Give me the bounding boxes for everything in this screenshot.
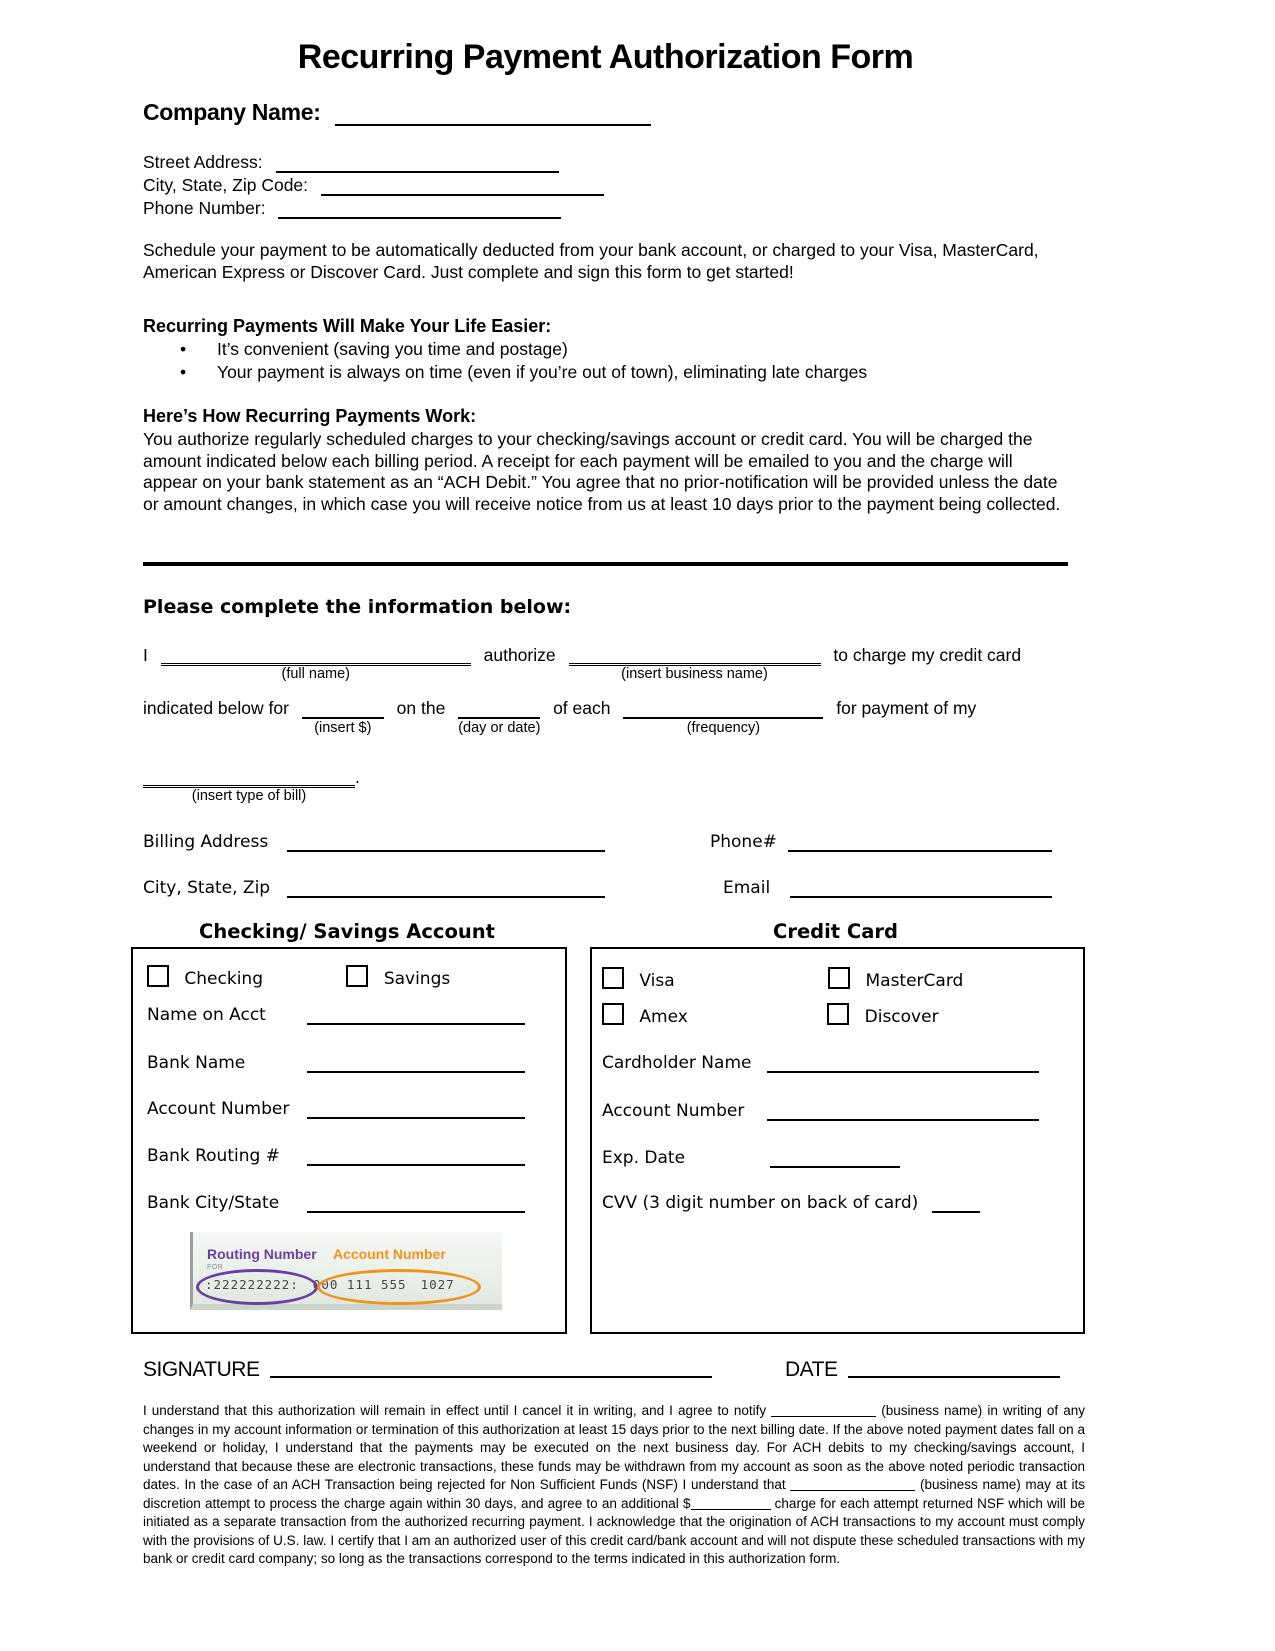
day-or-date-hint: (day or date): [458, 720, 541, 737]
discover-label: Discover: [864, 1007, 939, 1027]
signature-label: SIGNATURE: [143, 1358, 260, 1381]
name-on-acct-label: Name on Acct: [147, 1005, 266, 1025]
city-state-zip-label: City, State, Zip Code:: [143, 175, 309, 195]
bank-section-heading: Checking/ Savings Account: [199, 920, 495, 943]
bank-type-row: [147, 965, 450, 989]
city-state-zip-row: [143, 175, 604, 196]
bullet-icon: •: [180, 362, 187, 382]
amount-blank[interactable]: [302, 697, 384, 737]
exp-date-row: [602, 1148, 685, 1168]
benefit-text: Your payment is always on time (even if you’re out of town), eliminating late charges: [217, 362, 868, 382]
sentence-of-each: of each: [553, 698, 611, 719]
frequency-blank[interactable]: [623, 697, 823, 737]
fine-print-blank[interactable]: [790, 1478, 915, 1491]
bank-account-number-row: [147, 1099, 289, 1119]
cvv-label: CVV (3 digit number on back of card): [602, 1193, 919, 1213]
mastercard-label: MasterCard: [865, 971, 964, 991]
account-circle-annotation: [317, 1269, 481, 1305]
how-it-works-heading: Here’s How Recurring Payments Work:: [143, 406, 477, 426]
sentence-payment-of-my: for payment of my: [836, 698, 977, 719]
card-type-row-1: [602, 967, 963, 991]
bank-city-state-row: [147, 1193, 279, 1213]
street-address-blank[interactable]: [276, 154, 559, 174]
fine-print-paragraph: I understand that this authorization will remain in effect until I cancel it in writing, and I agree to notify (business name) in writing of any changes in my account information or termination of this authorization at least 15 days prior to the next billing date. If the above noted payment dates fall on a weekend or holiday, I understand that the payments may be executed on the next business day. For ACH debits to my checking/savings account, I understand that because these are electronic transactions, these funds may be withdrawn from my account as soon as the above noted periodic transaction dates. In the case of an ACH Transaction being rejected for Non Sufficient Funds (NSF) I understand that (business name) may at its discretion attempt to process the charge again within 30 days, and agree to an additional $ charge for each attempt returned NSF which will be initiated as a separate transaction from the authorized recurring payment. I acknowledge that the origination of ACH transactions to my account must comply with the provisions of U.S. law. I certify that I am an authorized user of this credit card/bank account and will not dispute these scheduled transactions with my bank or credit card company; so long as the transactions correspond to the terms indicated in this authorization form.: [143, 1403, 1086, 1566]
bank-name-label: Bank Name: [147, 1053, 246, 1073]
bank-name-row: [147, 1053, 245, 1073]
sentence-i: I: [143, 645, 148, 666]
savings-label: Savings: [383, 969, 451, 989]
billing-address-blank[interactable]: [287, 834, 605, 852]
visa-checkbox[interactable]: [602, 967, 624, 989]
savings-checkbox[interactable]: [346, 965, 368, 987]
check-routing-label: Routing Number: [207, 1246, 317, 1262]
billing-phone-label: Phone#: [710, 832, 777, 852]
benefits-list: [178, 338, 1068, 384]
check-sample-image: [190, 1232, 502, 1310]
cvv-blank[interactable]: [932, 1194, 980, 1213]
list-item: [178, 361, 1068, 384]
amount-hint: (insert $): [314, 720, 372, 737]
phone-number-label: Phone Number:: [143, 198, 266, 218]
bank-routing-row: [147, 1146, 280, 1166]
type-of-bill-hint: (insert type of bill): [191, 788, 307, 805]
bank-city-state-label: Bank City/State: [147, 1193, 280, 1213]
name-on-acct-row: [147, 1005, 266, 1025]
company-name-label: Company Name:: [143, 99, 321, 125]
billing-email-label: Email: [723, 878, 771, 898]
routing-circle-annotation: [196, 1269, 318, 1305]
fine-print-blank[interactable]: [691, 1497, 771, 1510]
amex-label: Amex: [639, 1007, 688, 1027]
credit-card-box: [590, 947, 1085, 1334]
name-on-acct-blank[interactable]: [307, 1007, 525, 1025]
discover-checkbox[interactable]: [827, 1003, 849, 1025]
bank-account-box: [131, 947, 567, 1334]
card-account-number-blank[interactable]: [767, 1103, 1039, 1121]
day-or-date-blank[interactable]: [458, 697, 541, 737]
full-name-hint: (full name): [281, 666, 350, 683]
cardholder-name-label: Cardholder Name: [602, 1053, 752, 1073]
phone-number-blank[interactable]: [278, 200, 561, 220]
city-state-zip-blank[interactable]: [321, 177, 604, 197]
sentence-indicated: indicated below for: [143, 698, 289, 719]
check-account-label: Account Number: [333, 1246, 446, 1262]
check-for-label: FOR: [207, 1264, 224, 1271]
amex-checkbox[interactable]: [602, 1003, 624, 1025]
fill-section-heading: Please complete the information below:: [143, 596, 572, 618]
fine-print-blank[interactable]: [771, 1404, 876, 1417]
full-name-blank[interactable]: [161, 643, 471, 683]
sentence-period: .: [355, 767, 360, 788]
phone-number-row: [143, 198, 561, 219]
street-address-row: [143, 152, 559, 173]
exp-date-label: Exp. Date: [602, 1148, 686, 1168]
card-section-heading: Credit Card: [773, 920, 898, 943]
business-name-hint: (insert business name): [621, 666, 768, 683]
street-address-label: Street Address:: [143, 152, 263, 172]
page-title: Recurring Payment Authorization Form: [297, 38, 914, 76]
bank-routing-label: Bank Routing #: [147, 1146, 280, 1166]
billing-phone-blank[interactable]: [788, 834, 1052, 852]
benefit-text: It’s convenient (saving you time and postage): [217, 339, 568, 359]
company-name-row: [143, 99, 651, 126]
cardholder-name-row: [602, 1053, 751, 1073]
billing-email-blank[interactable]: [790, 880, 1052, 898]
authorize-sentence-line1: [143, 643, 1022, 683]
benefits-heading: Recurring Payments Will Make Your Life Easier:: [143, 316, 552, 336]
billing-city-blank[interactable]: [287, 880, 605, 898]
visa-label: Visa: [639, 971, 675, 991]
date-blank[interactable]: [848, 1360, 1060, 1378]
how-it-works-body: You authorize regularly scheduled charges to your checking/savings account or credit card. You will be charged the amount indicated below each billing period. A receipt for each payment will be emailed to you and the charge will appear on your bank statement as an “ACH Debit.” You agree that no prior-notification will be provided unless the date or amount changes, in which case you will receive notice from us at least 10 days prior to the payment being collected.: [143, 429, 1061, 514]
check-routing-digits: :222222222:: [205, 1277, 299, 1292]
section-divider: [143, 562, 1068, 566]
sentence-charge: to charge my credit card: [833, 645, 1022, 666]
card-type-row-2: [602, 1003, 939, 1027]
list-item: [178, 338, 1068, 361]
bullet-icon: •: [180, 339, 187, 359]
exp-date-blank[interactable]: [770, 1150, 900, 1168]
bank-account-number-label: Account Number: [147, 1099, 290, 1119]
card-account-number-row: [602, 1101, 744, 1121]
date-label: DATE: [785, 1358, 838, 1381]
bank-account-number-blank[interactable]: [307, 1101, 525, 1119]
bank-name-blank[interactable]: [307, 1055, 525, 1073]
bank-routing-blank[interactable]: [307, 1148, 525, 1166]
sentence-on-the: on the: [396, 698, 446, 719]
checking-checkbox[interactable]: [147, 965, 169, 987]
billing-city-label: City, State, Zip: [143, 878, 271, 898]
business-name-blank[interactable]: [569, 643, 821, 683]
checking-label: Checking: [184, 969, 263, 989]
check-number-digits: 1027: [420, 1277, 455, 1292]
signature-blank[interactable]: [270, 1360, 712, 1378]
authorize-sentence-line2: [143, 697, 977, 737]
intro-paragraph: Schedule your payment to be automatically deducted from your bank account, or charged to your Visa, MasterCard, American Express or Discover Card. Just complete and sign this form to get started!: [143, 240, 1039, 282]
bank-city-state-blank[interactable]: [307, 1195, 525, 1213]
mastercard-checkbox[interactable]: [828, 967, 850, 989]
sentence-authorize: authorize: [483, 645, 556, 666]
company-name-blank[interactable]: [335, 101, 651, 126]
card-account-number-label: Account Number: [602, 1101, 745, 1121]
authorize-sentence-line3: [143, 765, 360, 805]
type-of-bill-blank[interactable]: [143, 765, 355, 805]
cvv-row: [602, 1193, 980, 1213]
billing-address-label: Billing Address: [143, 832, 269, 852]
cardholder-name-blank[interactable]: [767, 1055, 1039, 1073]
frequency-hint: (frequency): [686, 720, 761, 737]
check-account-digits: 000 111 555: [312, 1277, 407, 1292]
